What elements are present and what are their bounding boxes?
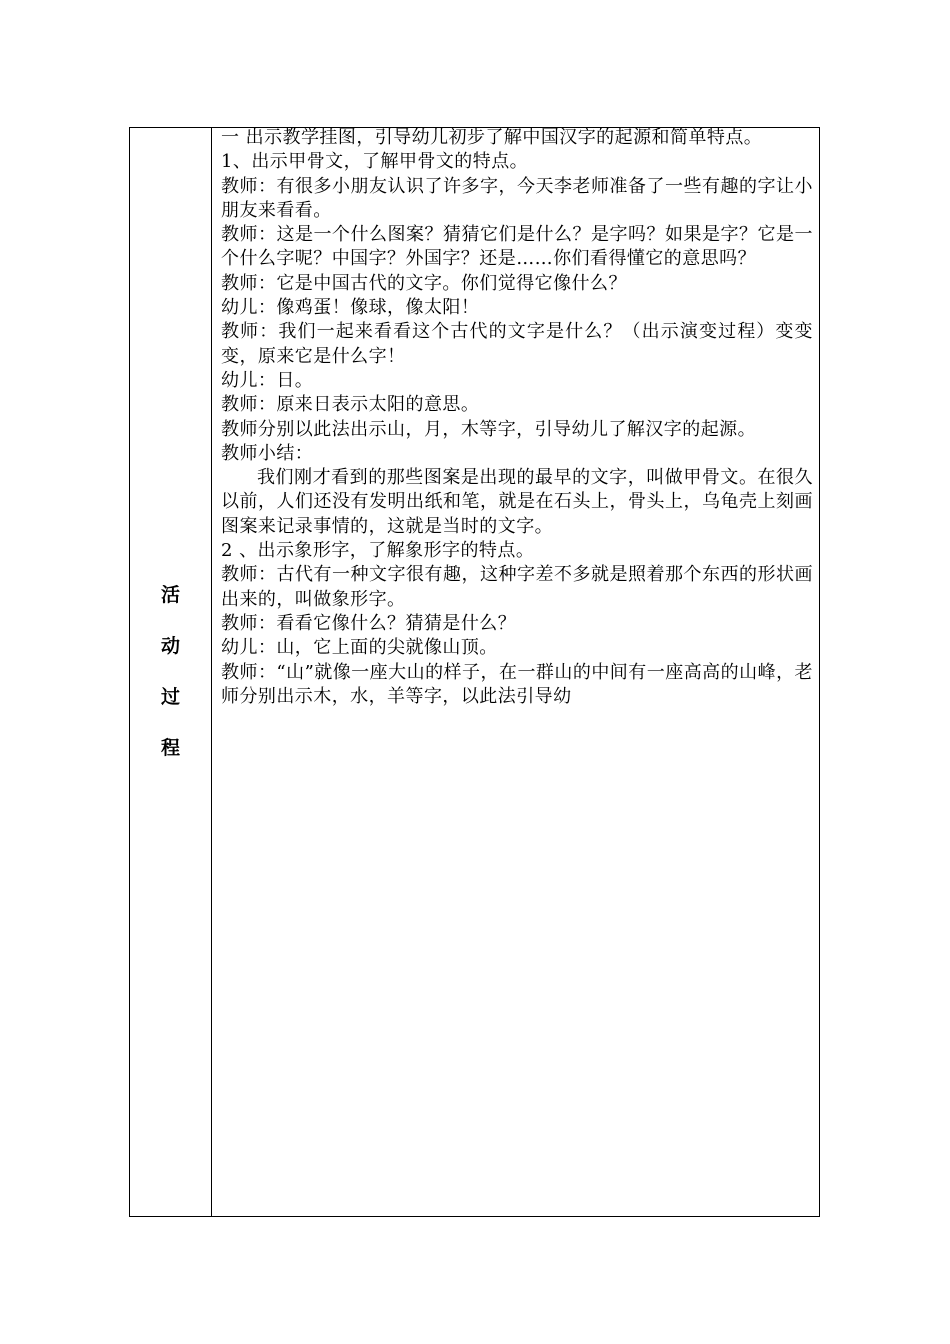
dialogue-line: 教师：这是一个什么图案？猜猜它们是什么？是字吗？如果是字？它是一个什么字呢？中国字？外国字？还是……你们看得懂它的意思吗？: [221, 224, 813, 270]
dialogue-line: 教师：它是中国古代的文字。你们觉得它像什么？: [221, 272, 627, 294]
sub-step-heading: 2 、出示象形字，了解象形字的特点。: [221, 540, 535, 562]
dialogue-line: 幼儿：山，它上面的尖就像山顶。: [221, 637, 498, 659]
section-label-char: 过: [160, 686, 180, 708]
section-label-char: 活: [160, 584, 180, 606]
dialogue-line: 教师：原来日表示太阳的意思。: [221, 394, 480, 416]
activity-content: [221, 126, 813, 709]
summary-paragraph: 我们刚才看到的那些图案是出现的最早的文字，叫做甲骨文。在很久以前，人们还没有发明出纸和笔，就是在石头上，骨头上，乌龟壳上刻画图案来记录事情的，这就是当时的文字。: [221, 467, 813, 537]
dialogue-line: 幼儿：像鸡蛋！像球，像太阳！: [221, 297, 480, 319]
summary-heading: 教师小结：: [221, 442, 314, 464]
column-divider: [211, 127, 212, 1217]
dialogue-line: 教师分别以此法出示山，月，木等字，引导幼儿了解汉字的起源。: [221, 418, 757, 440]
section-label: [130, 128, 211, 1216]
section-label-char: 动: [160, 635, 180, 657]
dialogue-line: 幼儿：日。: [221, 369, 314, 391]
dialogue-line: 教师：古代有一种文字很有趣，这种字差不多就是照着那个东西的形状画出来的，叫做象形字。: [221, 564, 813, 610]
sub-step-heading: 1、出示甲骨文，了解甲骨文的特点。: [221, 151, 529, 173]
section-label-char: 程: [160, 737, 180, 759]
dialogue-line: 教师：“山”就像一座大山的样子，在一群山的中间有一座高高的山峰，老师分别出示木，水，羊等字，以此法引导幼: [221, 661, 813, 707]
step-heading: 一 出示教学挂图，引导幼儿初步了解中国汉字的起源和简单特点。: [221, 127, 763, 148]
dialogue-line: 教师：看看它像什么？猜猜是什么？: [221, 612, 517, 634]
dialogue-line: 教师：我们一起来看看这个古代的文字是什么？（出示演变过程）变变变，原来它是什么字！: [221, 321, 813, 367]
dialogue-line: 教师：有很多小朋友认识了许多字，今天李老师准备了一些有趣的字让小朋友来看看。: [221, 175, 813, 221]
